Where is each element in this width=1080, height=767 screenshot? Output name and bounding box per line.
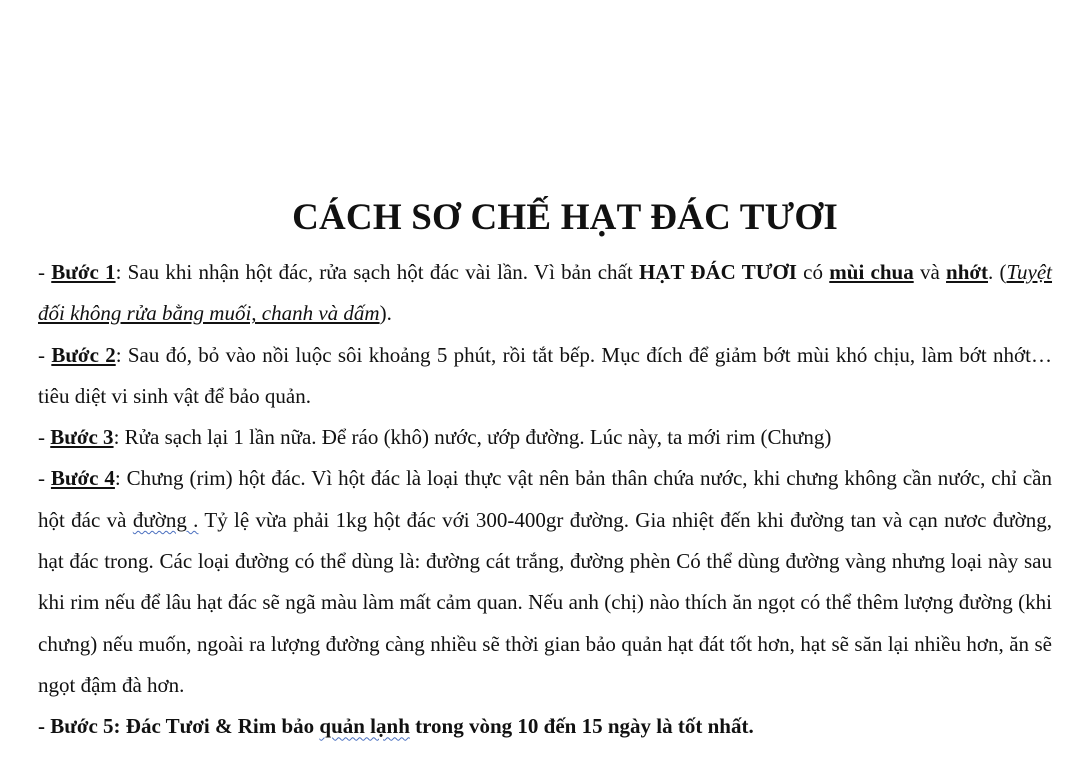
document-title: CÁCH SƠ CHẾ HẠT ĐÁC TƯƠI — [292, 197, 838, 238]
step-1-text-e: ). — [379, 301, 392, 326]
step-2-text: : Sau đó, bỏ vào nồi luộc sôi khoảng 5 phút, rồi tắt bếp. Mục đích để giảm bớt mùi khó chịu, làm bớt nhớt… tiêu diệt vi sinh vật để bảo quản. — [38, 342, 1053, 408]
step-1-text-c: và — [913, 260, 947, 284]
step-5-text-b: trong vòng 10 đến 15 ngày là tốt nhất. — [409, 714, 754, 739]
step-1-text-d: . ( — [988, 260, 1007, 284]
step-4-paragraph — [38, 458, 1052, 706]
step-1-paragraph — [38, 252, 1052, 335]
step-1-bold-slimy: nhớt — [946, 260, 989, 284]
step-1-bold-sour: mùi chua — [829, 260, 914, 284]
step-1-text-a: : Sau khi nhận hột đác, rửa sạch hột đác vài lần. Vì bản chất — [115, 260, 639, 284]
step-4-text-a: : Chưng (rim) hột đác. Vì hột đác là loại thực vật nên bản thân chứa nước, khi chưng không cần nước, chỉ cần hột đác và — [38, 466, 1052, 532]
step-5-text-a: - Bước 5: Đác Tươi & Rim bảo — [38, 714, 320, 739]
document-page — [38, 192, 1052, 748]
step-2-label: Bước 2 — [51, 342, 116, 367]
step-4-dash: - — [38, 466, 51, 491]
step-3-paragraph — [38, 417, 1052, 458]
step-3-text: : Rửa sạch lại 1 lần nữa. Để ráo (khô) nước, ướp đường. Lúc này, ta mới rim (Chưng) — [113, 425, 832, 450]
step-1-warning-italic: Tuyệt đối không rửa bằng muối, chanh và dấm — [38, 260, 1053, 326]
step-5-paragraph — [38, 706, 1052, 747]
step-3-dash: - — [38, 425, 51, 450]
step-4-label: Bước 4 — [50, 466, 115, 491]
step-4-text-b: Tỷ lệ vừa phải 1kg hột đác với 300-400gr đường. Gia nhiệt đến khi đường tan và cạn nươc đường, hạt đác trong. Các loại đường có thể dùng là: đường cát trắng, đường phèn Có thể dùng đường vàng nhưng loại này sau khi rim nếu để lâu hạt đác sẽ ngã màu làm mất cảm quan. Nếu anh (chị) nào thích ăn ngọt có thể thêm lượng đường (khi chưng) nếu muốn, ngoài ra lượng đường càng nhiều sẽ thời gian bảo quản hạt đát tốt hơn, hạt sẽ săn lại nhiều hơn, ăn sẽ ngọt đậm đà hơn. — [38, 507, 1052, 697]
step-5-spellcheck-words: quản lạnh — [319, 714, 410, 739]
step-4-spellcheck-word: đường . — [132, 507, 199, 532]
step-2-paragraph — [38, 335, 1052, 418]
step-2-dash: - — [38, 342, 52, 367]
step-1-label: Bước 1 — [51, 260, 116, 284]
step-1-dash: - — [38, 260, 52, 284]
step-1-text-b: có — [796, 260, 830, 284]
step-1-bold-product: HẠT ĐÁC TƯƠI — [638, 260, 797, 284]
step-3-label: Bước 3 — [50, 425, 114, 450]
